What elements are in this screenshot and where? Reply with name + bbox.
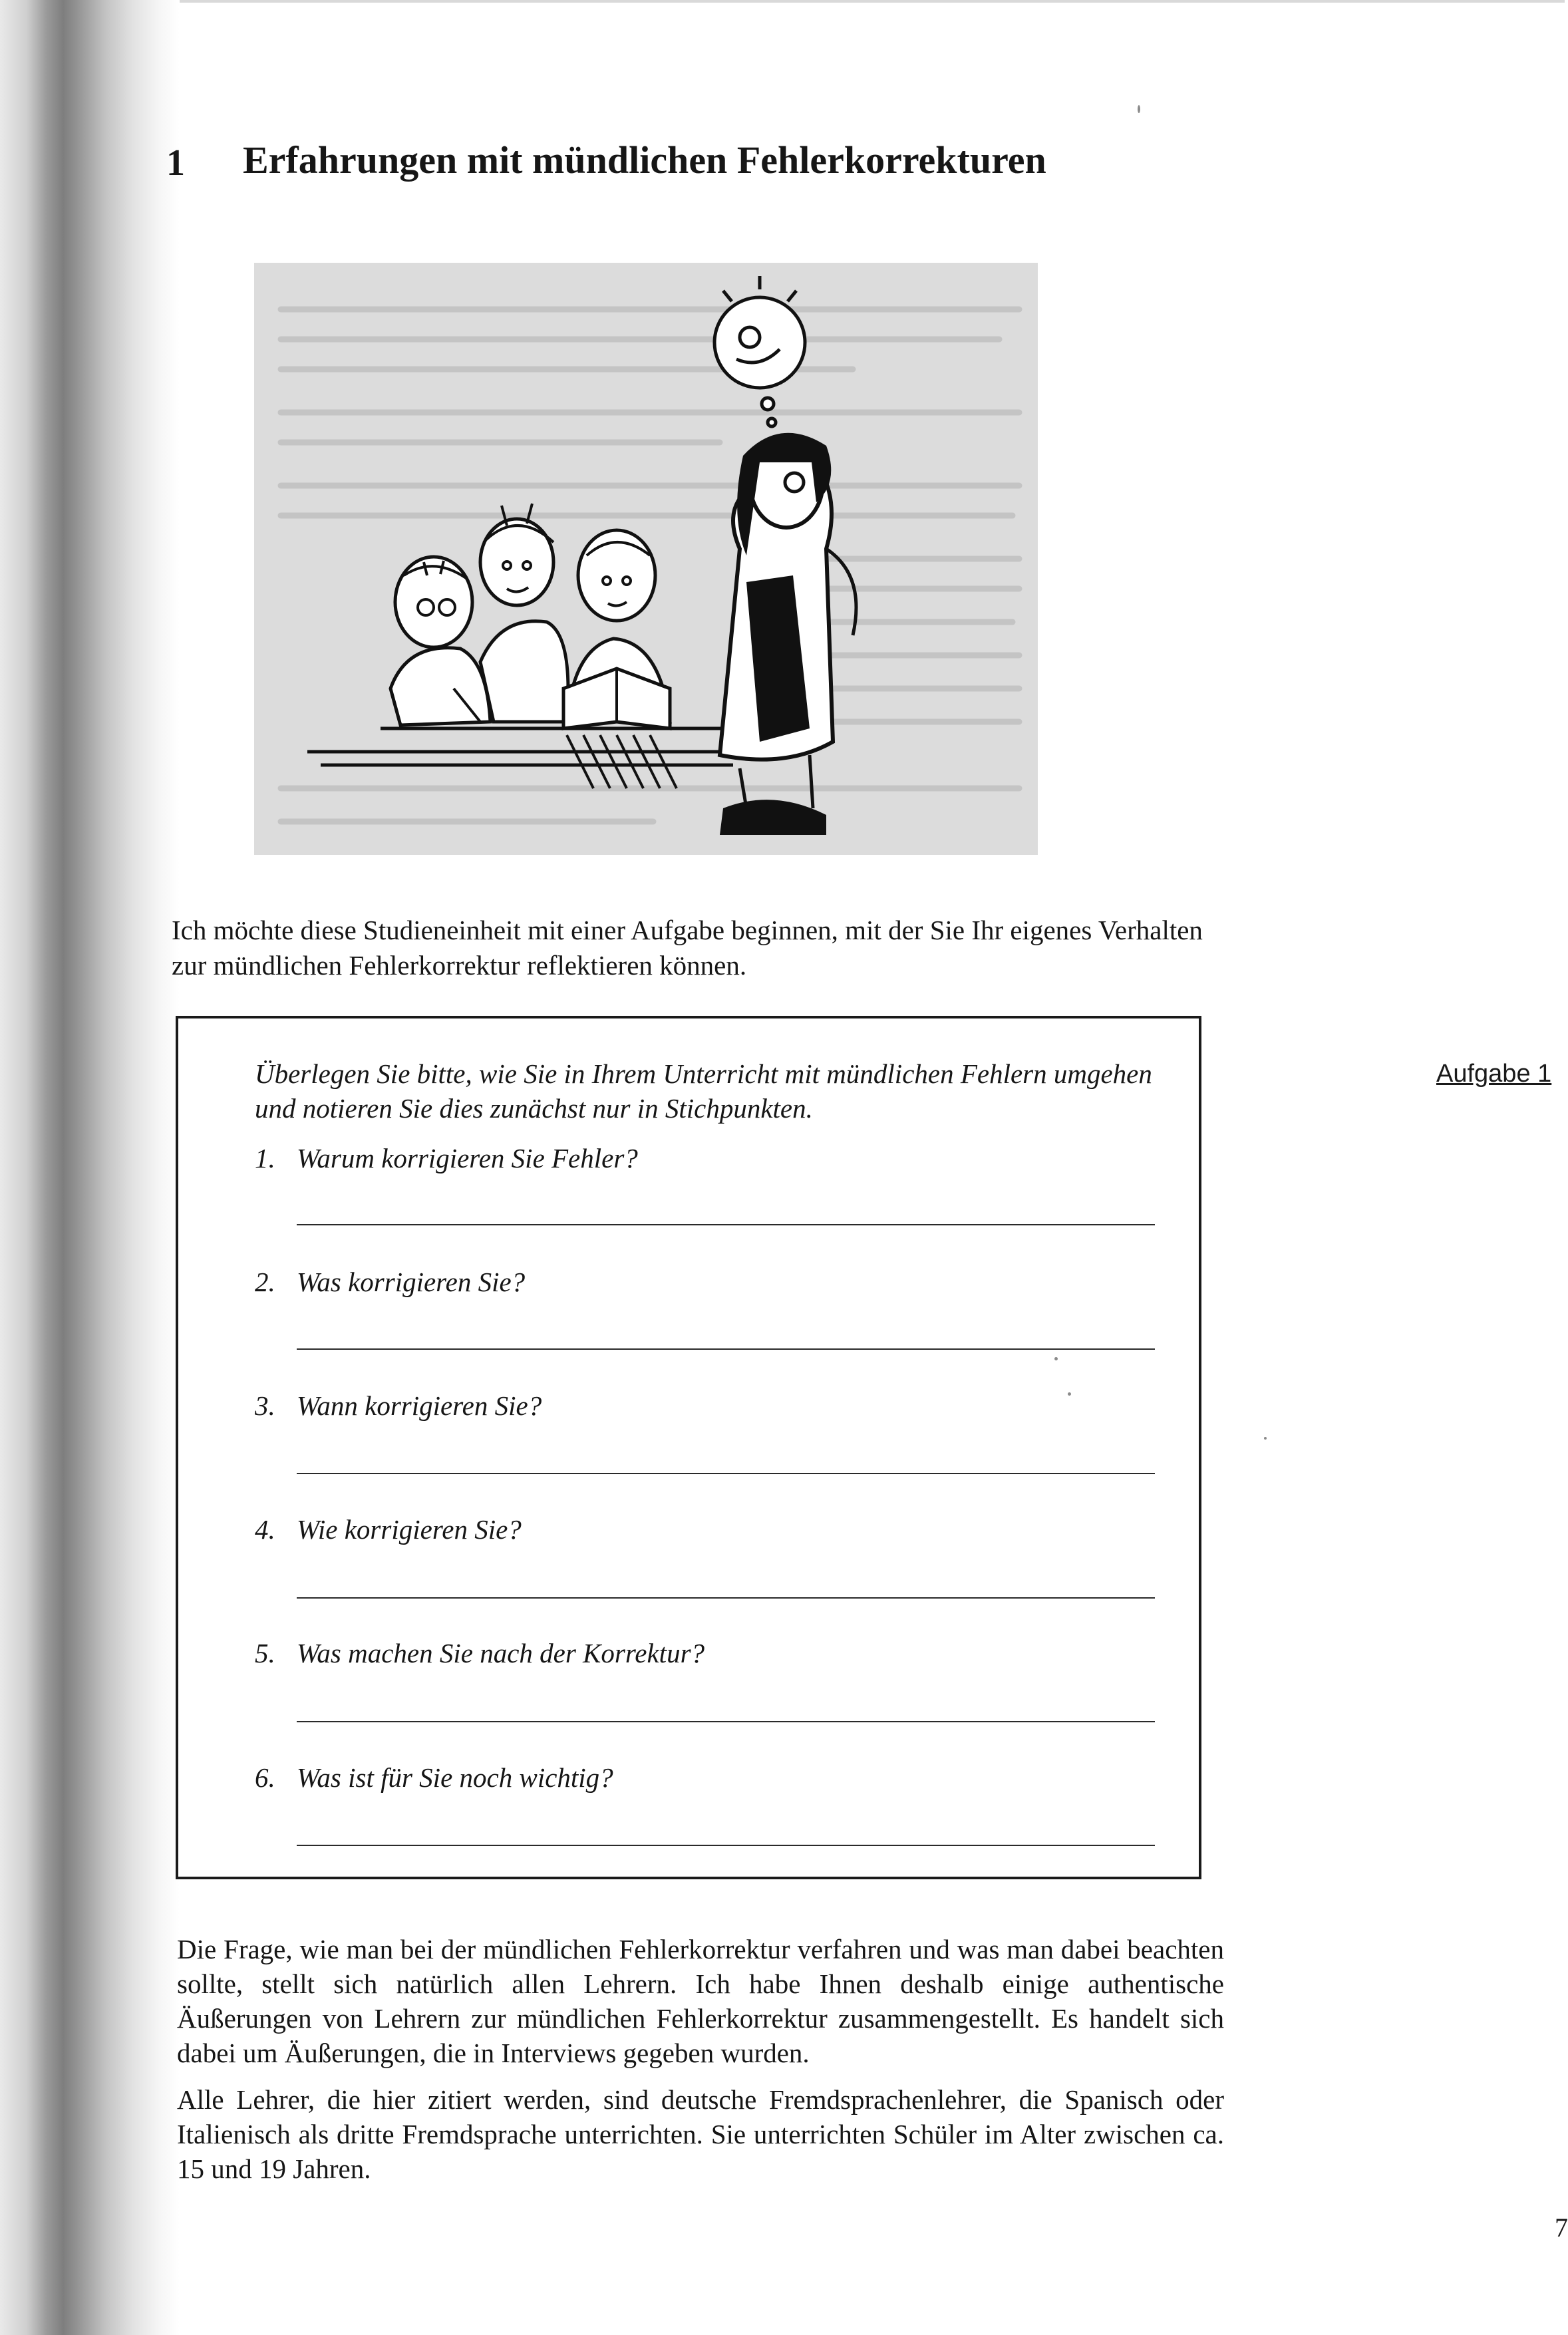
question-number: 6. [255, 1762, 275, 1793]
question-text: Was ist für Sie noch wichtig? [297, 1762, 613, 1793]
question-text: Wie korrigieren Sie? [297, 1514, 522, 1545]
binding-shadow [0, 0, 180, 2335]
answer-line [297, 1224, 1155, 1225]
scan-speck [1264, 1437, 1267, 1440]
chapter-number: 1 [166, 142, 185, 184]
question-text: Wann korrigieren Sie? [297, 1390, 542, 1421]
scan-speck [1068, 1392, 1071, 1396]
answer-line [297, 1597, 1155, 1599]
answer-line [297, 1473, 1155, 1474]
scan-speck [1054, 1357, 1058, 1360]
intro-text: Ich möchte diese Studieneinheit mit einer Aufgabe beginnen, mit der Sie Ihr eigenes Verhalten zur mündlichen Fehlerkorrektur reflektieren können. [172, 915, 1203, 981]
question-number: 2. [255, 1267, 275, 1297]
answer-line [297, 1348, 1155, 1350]
question-number: 4. [255, 1514, 275, 1545]
scan-top-edge [0, 0, 1565, 3]
scan-speck [1138, 105, 1140, 113]
task-side-label: Aufgabe 1 [1436, 1060, 1552, 1088]
body-paragraph: Alle Lehrer, die hier zitiert werden, sind deutsche Fremdsprachenlehrer, die Spanisch oder Italienisch als dritte Fremdsprache unterrichten. Sie unterrichten Schüler im Alter zwischen ca. 15 und 19 Jahren. [177, 2084, 1224, 2184]
question-text: Was machen Sie nach der Korrektur? [297, 1638, 705, 1668]
question-number: 1. [255, 1143, 275, 1173]
task-instruction: Überlegen Sie bitte, wie Sie in Ihrem Unterricht mit mündlichen Fehlern umgehen und notieren Sie dies zunächst nur in Stichpunkten. [255, 1058, 1152, 1124]
question-number: 3. [255, 1390, 275, 1421]
answer-line [297, 1721, 1155, 1722]
classroom-teacher-illustration-icon [254, 263, 1038, 855]
body-paragraph: Die Frage, wie man bei der mündlichen Fehlerkorrektur verfahren und was man dabei beachten sollte, stellt sich natürlich allen Lehrern. Ich habe Ihnen deshalb einige authentische Äußerungen von Lehrern zur mündlichen Fehlerkorrektur zusammengestellt. Es handelt sich dabei um Äußerungen, die in Interviews gegeben wurden. [177, 1934, 1224, 2068]
question-text: Warum korrigieren Sie Fehler? [297, 1143, 638, 1173]
task-box [176, 1016, 1201, 1879]
chapter-title: Erfahrungen mit mündlichen Fehlerkorrekturen [243, 138, 1046, 182]
question-text: Was korrigieren Sie? [297, 1267, 526, 1297]
page-number: 7 [1555, 2213, 1568, 2243]
answer-line [297, 1845, 1155, 1846]
question-number: 5. [255, 1638, 275, 1668]
